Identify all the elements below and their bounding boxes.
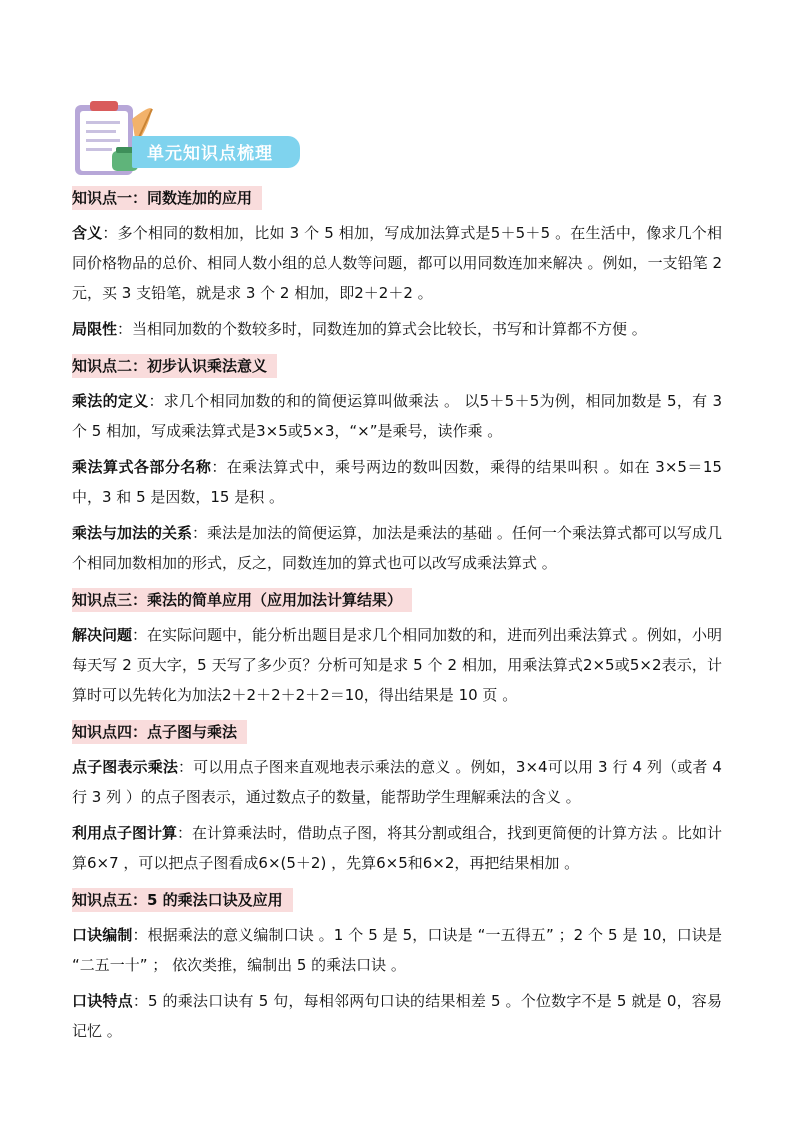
paragraph	[72, 386, 722, 446]
paragraph-text: ：可以用点子图来直观地表示乘法的意义 。例如，3×4可以用 3 行 4 列（或者 4 行 3 列 ）的点子图表示，通过数点子的数量，能帮助学生理解乘法的含义 。	[72, 758, 722, 806]
term-label: 含义	[72, 224, 103, 242]
term-label: 利用点子图计算	[72, 824, 178, 842]
paragraph	[72, 818, 722, 878]
section-title: 知识点一：同数连加的应用	[72, 186, 262, 210]
paragraph	[72, 452, 722, 512]
term-label: 口诀特点	[72, 992, 133, 1010]
section-title: 知识点二：初步认识乘法意义	[72, 354, 277, 378]
term-label: 乘法与加法的关系	[72, 524, 193, 542]
section-2	[72, 350, 722, 578]
section-header	[72, 99, 302, 177]
page-title: 单元知识点梳理	[147, 144, 273, 164]
term-label: 乘法算式各部分名称	[72, 458, 212, 476]
paragraph	[72, 218, 722, 308]
term-label: 口诀编制	[72, 926, 133, 944]
paragraph-text: ：在计算乘法时，借助点子图，将其分割或组合，找到更简便的计算方法 。比如计算6×7 ，可以把点子图看成6×(5＋2) ，先算6×5和6×2，再把结果相加 。	[72, 824, 722, 872]
term-label: 解决问题	[72, 626, 133, 644]
paragraph-text: ：多个相同的数相加，比如 3 个 5 相加，写成加法算式是5＋5＋5 。在生活中，像求几个相同价格物品的总价、相同人数小组的总人数等问题，都可以用同数连加来解决 。例如，一支铅笔 2 元，买 3 支铅笔，就是求 3 个 2 相加，即2＋2＋2 。	[72, 224, 722, 302]
paragraph	[72, 752, 722, 812]
term-label: 局限性	[72, 320, 118, 338]
section-5	[72, 884, 722, 1046]
paragraph-text: ：在实际问题中，能分析出题目是求几个相同加数的和，进而列出乘法算式 。例如，小明每天写 2 页大字，5 天写了多少页？分析可知是求 5 个 2 相加，用乘法算式2×5或5×2表示，计算时可以先转化为加法2＋2＋2＋2＋2＝10，得出结果是 10 页 。	[72, 626, 722, 704]
paragraph-text: ：5 的乘法口诀有 5 句，每相邻两句口诀的结果相差 5 。个位数字不是 5 就是 0，容易记忆 。	[72, 992, 722, 1040]
paragraph	[72, 986, 722, 1046]
section-title: 知识点四：点子图与乘法	[72, 720, 247, 744]
section-1	[72, 182, 722, 344]
term-label: 点子图表示乘法	[72, 758, 178, 776]
section-4	[72, 716, 722, 878]
paragraph	[72, 620, 722, 710]
knowledge-content	[72, 182, 722, 1052]
term-label: 乘法的定义	[72, 392, 149, 410]
paragraph-text: ：乘法是加法的简便运算，加法是乘法的基础 。任何一个乘法算式都可以写成几个相同加数相加的形式，反之，同数连加的算式也可以改写成乘法算式 。	[72, 524, 722, 572]
section-3	[72, 584, 722, 710]
section-title: 知识点三：乘法的简单应用（应用加法计算结果）	[72, 588, 412, 612]
paragraph-text: ：当相同加数的个数较多时，同数连加的算式会比较长，书写和计算都不方便 。	[117, 320, 647, 338]
paragraph	[72, 518, 722, 578]
paragraph	[72, 314, 722, 344]
paragraph	[72, 920, 722, 980]
section-title: 知识点五：5 的乘法口诀及应用	[72, 888, 293, 912]
paragraph-text: ：求几个相同加数的和的简便运算叫做乘法 。 以5＋5＋5为例，相同加数是 5，有 3 个 5 相加，写成乘法算式是3×5或5×3，“×”是乘号，读作乘 。	[72, 392, 722, 440]
paragraph-text: ：根据乘法的意义编制口诀 。1 个 5 是 5，口诀是 “一五得五” ；2 个 5 是 10，口诀是 “二五一十” ； 依次类推，编制出 5 的乘法口诀 。	[72, 926, 722, 974]
paragraph-text: ：在乘法算式中，乘号两边的数叫因数，乘得的结果叫积 。如在 3×5＝15中，3 和 5 是因数，15 是积 。	[72, 458, 722, 506]
